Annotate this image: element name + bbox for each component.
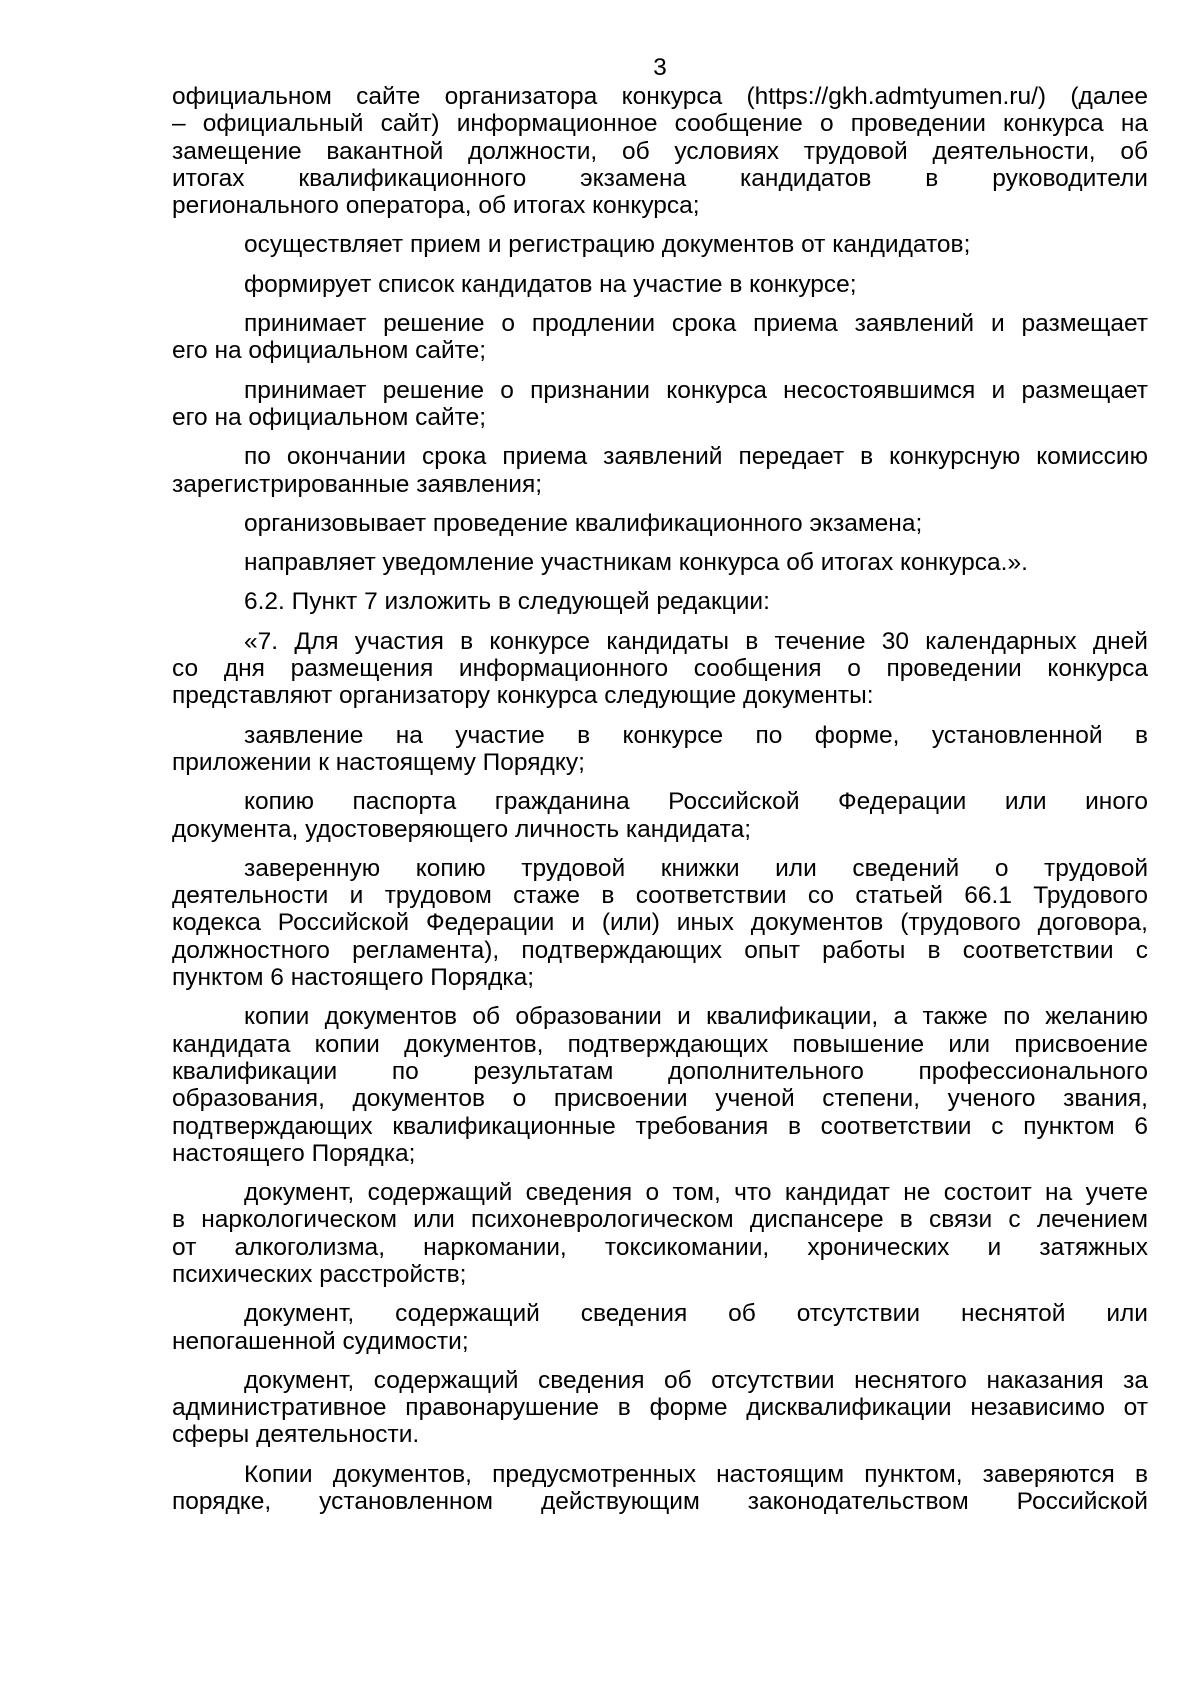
paragraph-medical-certificate bbox=[172, 1179, 1148, 1288]
text-line: итогах квалификационного экзамена кандидатов в руководители bbox=[172, 164, 1148, 192]
page-number: 3 bbox=[653, 54, 667, 81]
text-line: – официальный сайт) информационное сообщение о проведении конкурса на bbox=[172, 110, 1148, 138]
text-line: представляют организатору конкурса следующие документы: bbox=[172, 682, 874, 710]
text-line: пунктом 6 настоящего Порядка; bbox=[172, 964, 535, 992]
paragraph-official-site-continuation bbox=[172, 83, 1148, 219]
paragraph-accept-documents bbox=[172, 231, 1148, 258]
text-line: образования, документов о присвоении ученой степени, ученого звания, bbox=[172, 1085, 1148, 1113]
text-line: его на официальном сайте; bbox=[172, 403, 487, 431]
text-line: копию паспорта гражданина Российской Федерации или иного bbox=[244, 788, 1148, 816]
text-line: Копии документов, предусмотренных настоящим пунктом, заверяются в bbox=[244, 1460, 1148, 1488]
paragraph-copies-certification bbox=[172, 1461, 1148, 1516]
paragraph-no-criminal-record bbox=[172, 1300, 1148, 1355]
text-line: психических расстройств; bbox=[172, 1260, 467, 1288]
paragraph-extend-deadline bbox=[172, 310, 1148, 365]
text-line: принимает решение о признании конкурса несостоявшимся и размещает bbox=[244, 376, 1148, 404]
text-line: направляет уведомление участникам конкурса об итогах конкурса.». bbox=[244, 549, 1028, 577]
paragraph-work-record-copy bbox=[172, 855, 1148, 991]
text-line: от алкоголизма, наркомании, токсикомании, хронических и затяжных bbox=[172, 1233, 1148, 1261]
paragraph-contest-failed bbox=[172, 377, 1148, 432]
text-line: регионального оператора, об итогах конкурса; bbox=[172, 192, 700, 220]
paragraph-notify-participants bbox=[172, 549, 1148, 576]
text-line: осуществляет прием и регистрацию документов от кандидатов; bbox=[244, 231, 971, 259]
paragraph-no-disqualification bbox=[172, 1367, 1148, 1449]
text-line: в наркологическом или психоневрологическом диспансере в связи с лечением bbox=[172, 1206, 1148, 1234]
text-line: документ, содержащий сведения об отсутствии неснятого наказания за bbox=[244, 1366, 1148, 1394]
text-line: его на официальном сайте; bbox=[172, 337, 487, 365]
text-line: настоящего Порядка; bbox=[172, 1139, 416, 1167]
paragraph-candidate-list bbox=[172, 271, 1148, 298]
text-line: приложении к настоящему Порядку; bbox=[172, 748, 585, 776]
text-line: порядке, установленном действующим законодательством Российской bbox=[172, 1488, 1148, 1516]
text-line: официальном сайте организатора конкурса (https://gkh.admtyumen.ru/) (далее bbox=[172, 83, 1148, 110]
paragraph-item-7-intro bbox=[172, 628, 1148, 710]
document-body bbox=[172, 83, 1148, 1515]
paragraph-application-form bbox=[172, 722, 1148, 777]
text-line: «7. Для участия в конкурсе кандидаты в течение 30 календарных дней bbox=[244, 627, 1148, 655]
text-line: документ, содержащий сведения о том, что кандидат не состоит на учете bbox=[244, 1179, 1148, 1207]
text-line: заверенную копию трудовой книжки или сведений о трудовой bbox=[244, 854, 1148, 882]
paragraph-amendment-6-2 bbox=[172, 588, 1148, 615]
text-line: административное правонарушение в форме дисквалификации независимо от bbox=[172, 1394, 1148, 1422]
text-line: кодекса Российской Федерации и (или) иных документов (трудового договора, bbox=[172, 909, 1148, 937]
text-line: подтверждающих квалификационные требования в соответствии с пунктом 6 bbox=[172, 1112, 1148, 1140]
text-line: принимает решение о продлении срока приема заявлений и размещает bbox=[244, 310, 1148, 338]
text-line: замещение вакантной должности, об условиях трудовой деятельности, об bbox=[172, 137, 1148, 165]
text-line: кандидата копии документов, подтверждающих повышение или присвоение bbox=[172, 1030, 1148, 1058]
paragraph-education-documents bbox=[172, 1003, 1148, 1167]
text-line: формирует список кандидатов на участие в конкурсе; bbox=[244, 270, 857, 298]
paragraph-passport-copy bbox=[172, 788, 1148, 843]
text-line: должностного регламента), подтверждающих опыт работы в соответствии с bbox=[172, 936, 1148, 964]
text-line: деятельности и трудовом стаже в соответствии со статьей 66.1 Трудового bbox=[172, 882, 1148, 910]
text-line: организовывает проведение квалификационного экзамена; bbox=[244, 509, 923, 537]
text-line: непогашенной судимости; bbox=[172, 1327, 469, 1355]
paragraph-transfer-applications bbox=[172, 443, 1148, 498]
text-line: сферы деятельности. bbox=[172, 1421, 420, 1449]
text-line: документа, удостоверяющего личность кандидата; bbox=[172, 815, 752, 843]
text-line: 6.2. Пункт 7 изложить в следующей редакции: bbox=[244, 588, 770, 616]
text-line: зарегистрированные заявления; bbox=[172, 470, 543, 498]
text-line: со дня размещения информационного сообщения о проведении конкурса bbox=[172, 655, 1148, 683]
text-line: квалификации по результатам дополнительного профессионального bbox=[172, 1057, 1148, 1085]
text-line: заявление на участие в конкурсе по форме, установленной в bbox=[244, 721, 1148, 749]
text-line: документ, содержащий сведения об отсутствии неснятой или bbox=[244, 1300, 1148, 1328]
paragraph-organize-exam bbox=[172, 510, 1148, 537]
text-line: копии документов об образовании и квалификации, а также по желанию bbox=[244, 1003, 1148, 1031]
text-line: по окончании срока приема заявлений передает в конкурсную комиссию bbox=[244, 443, 1148, 471]
